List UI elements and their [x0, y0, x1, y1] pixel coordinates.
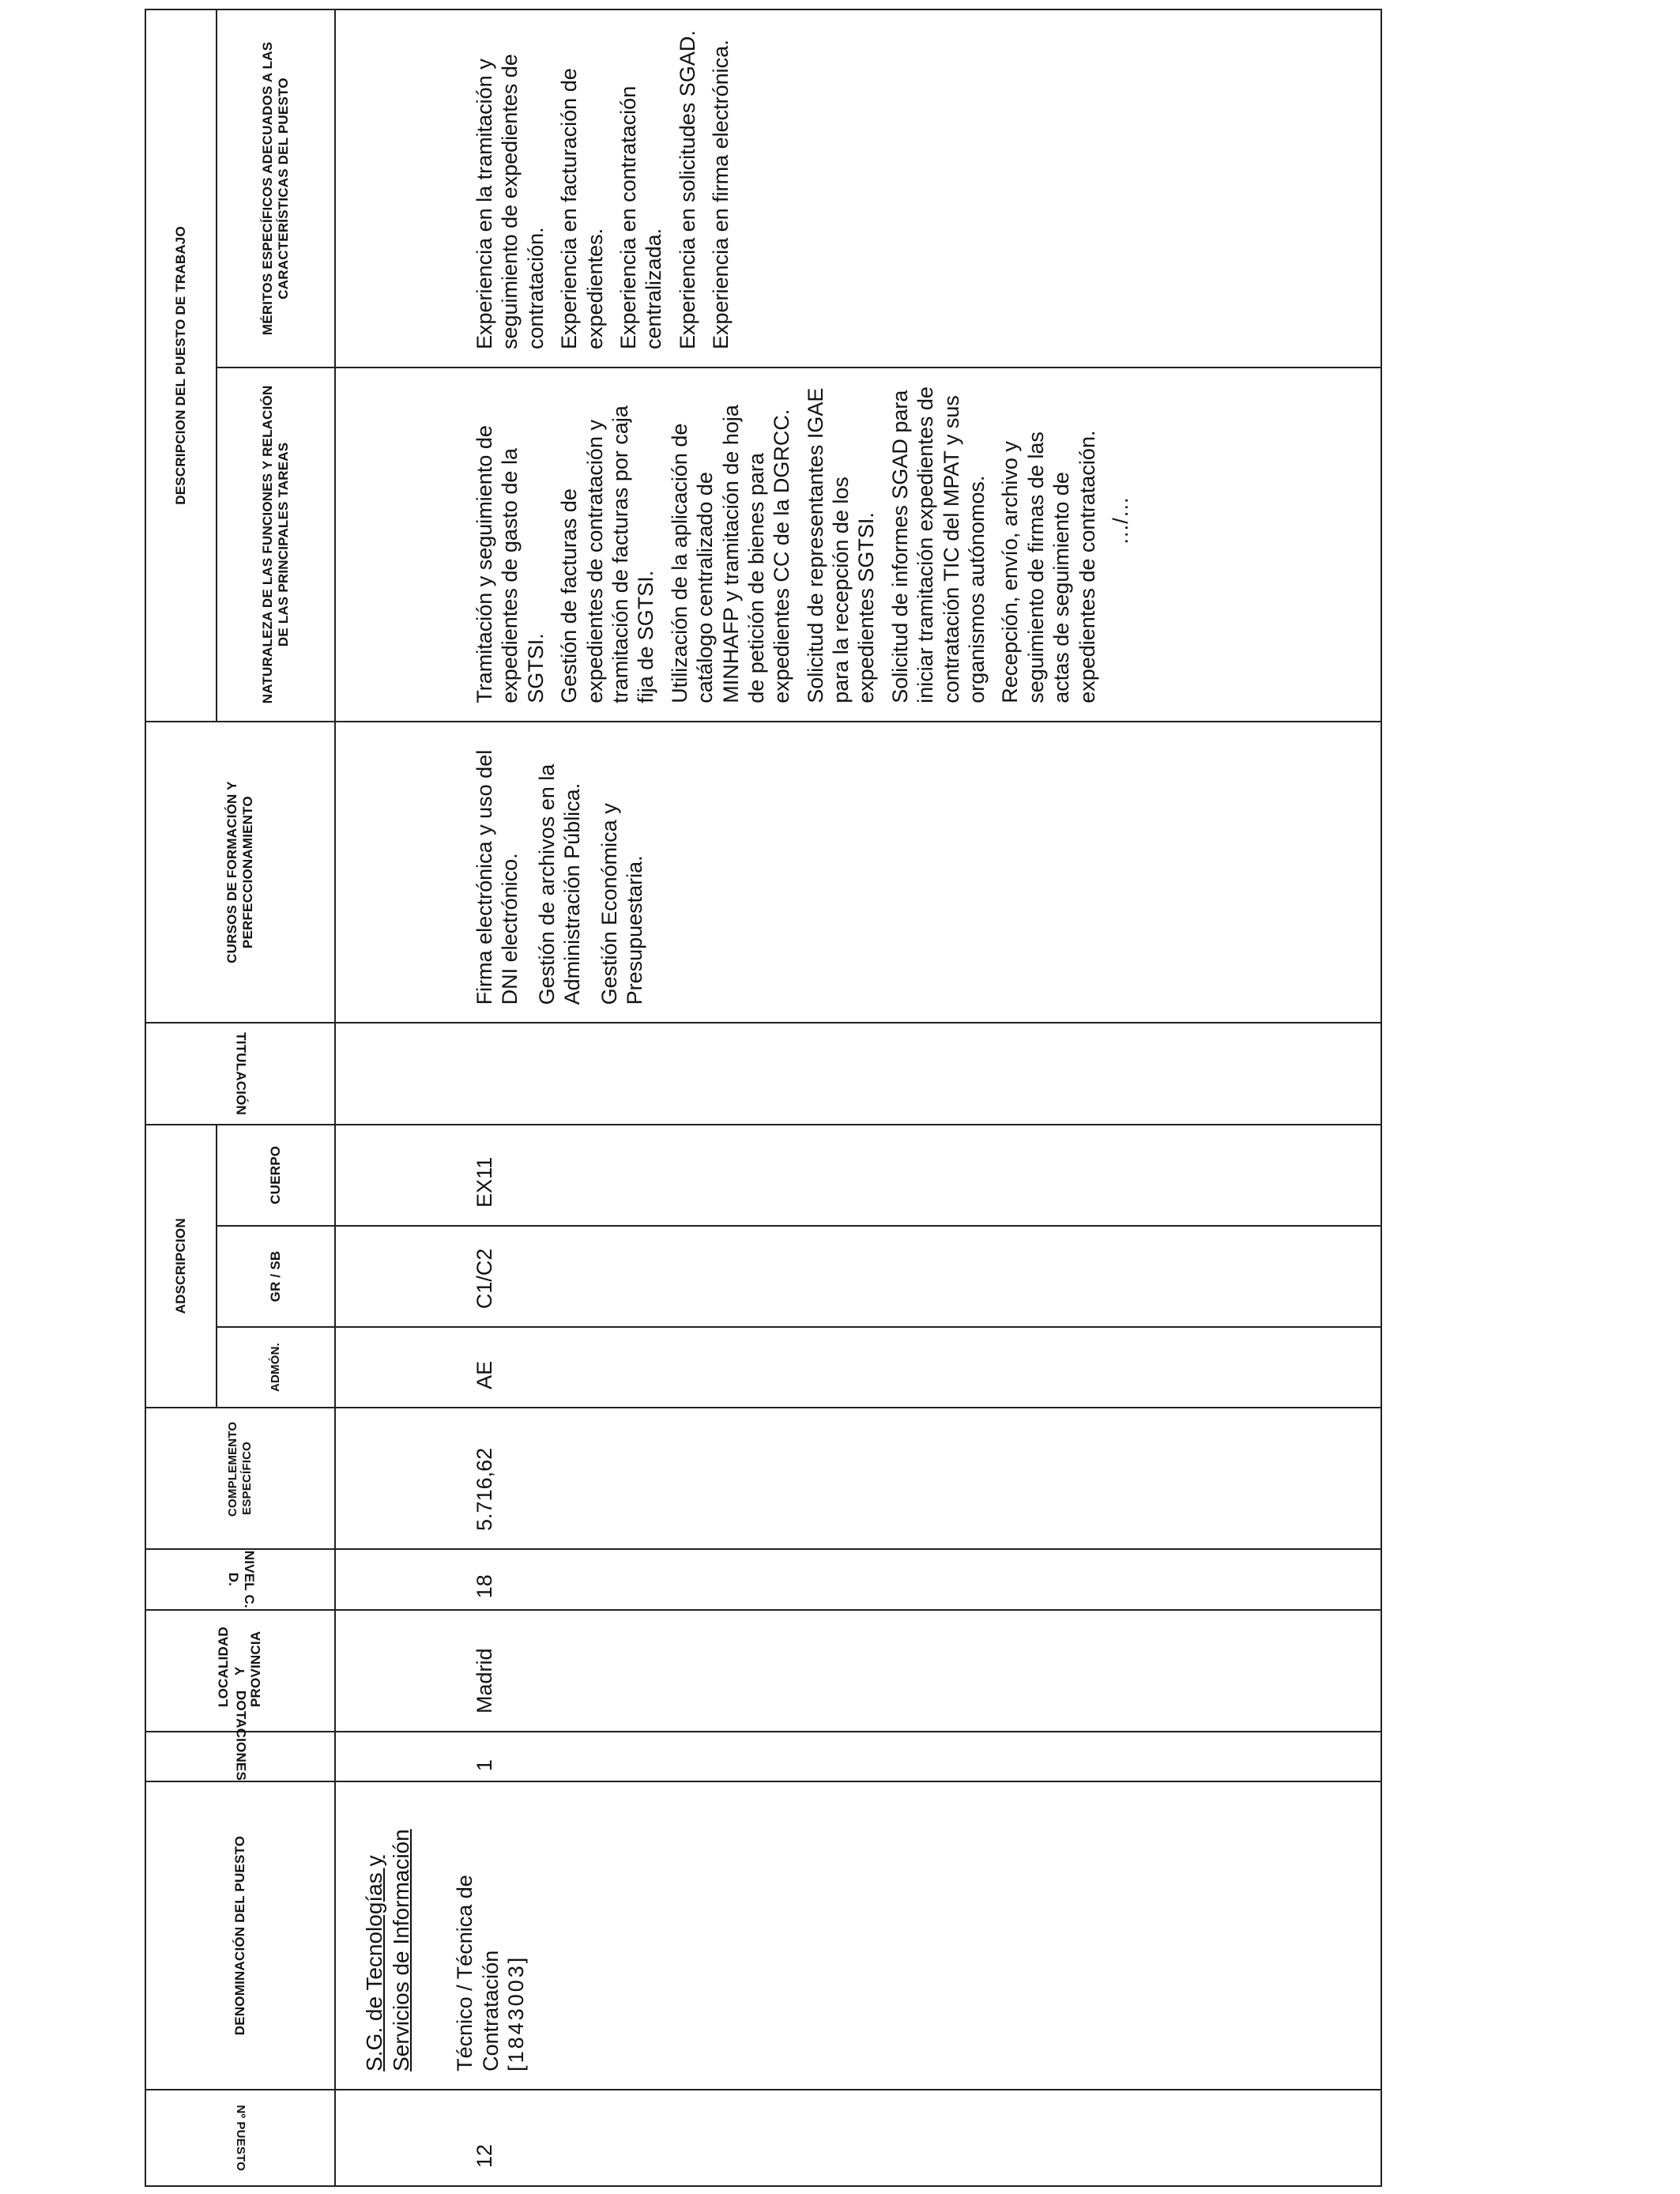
- cell-localidad: Madrid: [335, 1610, 1381, 1732]
- continuation-mark: …/…: [1108, 496, 1132, 545]
- merito-item: Experiencia en contratación centralizada.: [616, 85, 666, 349]
- cell-titulacion: [335, 1023, 1381, 1124]
- cell-num: 12: [335, 2090, 1381, 2186]
- header-adscripcion: ADSCRIPCION: [145, 1125, 217, 1408]
- cell-denominacion: [335, 1781, 1381, 2090]
- header-localidad: LOCALIDAD Y PROVINCIA: [145, 1610, 335, 1732]
- merito-item: Experiencia en facturación de expedientes.: [557, 68, 607, 349]
- funcion-item: Utilización de la aplicación de catálogo centralizado de MINHAFP y tramitación de hoja de petición de bienes para expedientes CC de la DGRCC.: [667, 405, 794, 703]
- header-complemento: COMPLEMENTO ESPECÍFICO: [145, 1408, 335, 1549]
- curso-item: Gestión de archivos en la Administración Pública.: [534, 763, 585, 1005]
- funcion-item: Tramitación y seguimiento de expedientes de gasto de la SGTSI.: [473, 425, 548, 703]
- cell-funciones: [335, 368, 1381, 722]
- curso-item: Gestión Económica y Presupuestaria.: [597, 803, 646, 1005]
- post-code: [1843003]: [503, 1955, 528, 2071]
- merito-item: Experiencia en la tramitación y seguimiento de expedientes de contratación.: [473, 54, 548, 349]
- cell-meritos: [335, 9, 1381, 368]
- funcion-item: Solicitud de informes SGAD para iniciar tramitación expedientes de contratación TIC del MPAT y sus organismos autónomos.: [887, 386, 989, 703]
- funcion-item: Recepción, envío, archivo y seguimiento de firmas de las actas de seguimiento de expedientes de contratación.: [998, 430, 1099, 703]
- header-gr-sb: GR / SB: [217, 1226, 335, 1327]
- header-denominacion: DENOMINACIÓN DEL PUESTO: [145, 1781, 335, 2090]
- cell-admon: AE: [335, 1327, 1381, 1408]
- job-positions-table: [145, 9, 1382, 2187]
- header-cursos: CURSOS DE FORMACIÓN Y PERFECCIONAMIENTO: [145, 722, 335, 1023]
- merito-item: Experiencia en solicitudes SGAD.: [675, 30, 699, 349]
- rotated-table-sheet: [145, 9, 1382, 2187]
- header-titulacion: TITULACIÓN: [145, 1023, 335, 1124]
- header-naturaleza: NATURALEZA DE LAS FUNCIONES Y RELACIÓN DE LAS PRINCIPALES TAREAS: [217, 368, 335, 722]
- cell-cursos: [335, 722, 1381, 1023]
- cell-cuerpo: EX11: [335, 1125, 1381, 1226]
- merito-item: Experiencia en firma electrónica.: [709, 40, 733, 349]
- header-descripcion: DESCRIPCION DEL PUESTO DE TRABAJO: [145, 9, 217, 722]
- post-name: Técnico / Técnica de Contratación: [453, 1875, 503, 2071]
- cell-dotaciones: 1: [335, 1732, 1381, 1781]
- cell-complemento: 5.716,62: [335, 1408, 1381, 1549]
- funcion-item: Gestión de facturas de expedientes de contratación y tramitación de facturas por caja fija de SGTSI.: [557, 405, 658, 703]
- header-meritos: MÉRITOS ESPECÍFICOS ADECUADOS A LAS CARACTERÍSTICAS DEL PUESTO: [217, 9, 335, 368]
- funcion-item: Solicitud de representantes IGAE para la recepción de los expedientes SGTSI.: [803, 387, 879, 703]
- header-admon: ADMÓN.: [217, 1327, 335, 1408]
- header-num-puesto: Nº PUESTO: [145, 2090, 335, 2186]
- header-dotaciones: DOTACIONES: [145, 1732, 335, 1781]
- header-nivel: NIVEL C. D.: [145, 1549, 335, 1610]
- unit-name: S.G. de Tecnologías y Servicios de Información: [362, 1829, 413, 2071]
- cell-gr-sb: C1/C2: [335, 1226, 1381, 1327]
- curso-item: Firma electrónica y uso del DNI electrónico.: [473, 749, 522, 1005]
- header-cuerpo: CUERPO: [217, 1125, 335, 1226]
- cell-nivel: 18: [335, 1549, 1381, 1610]
